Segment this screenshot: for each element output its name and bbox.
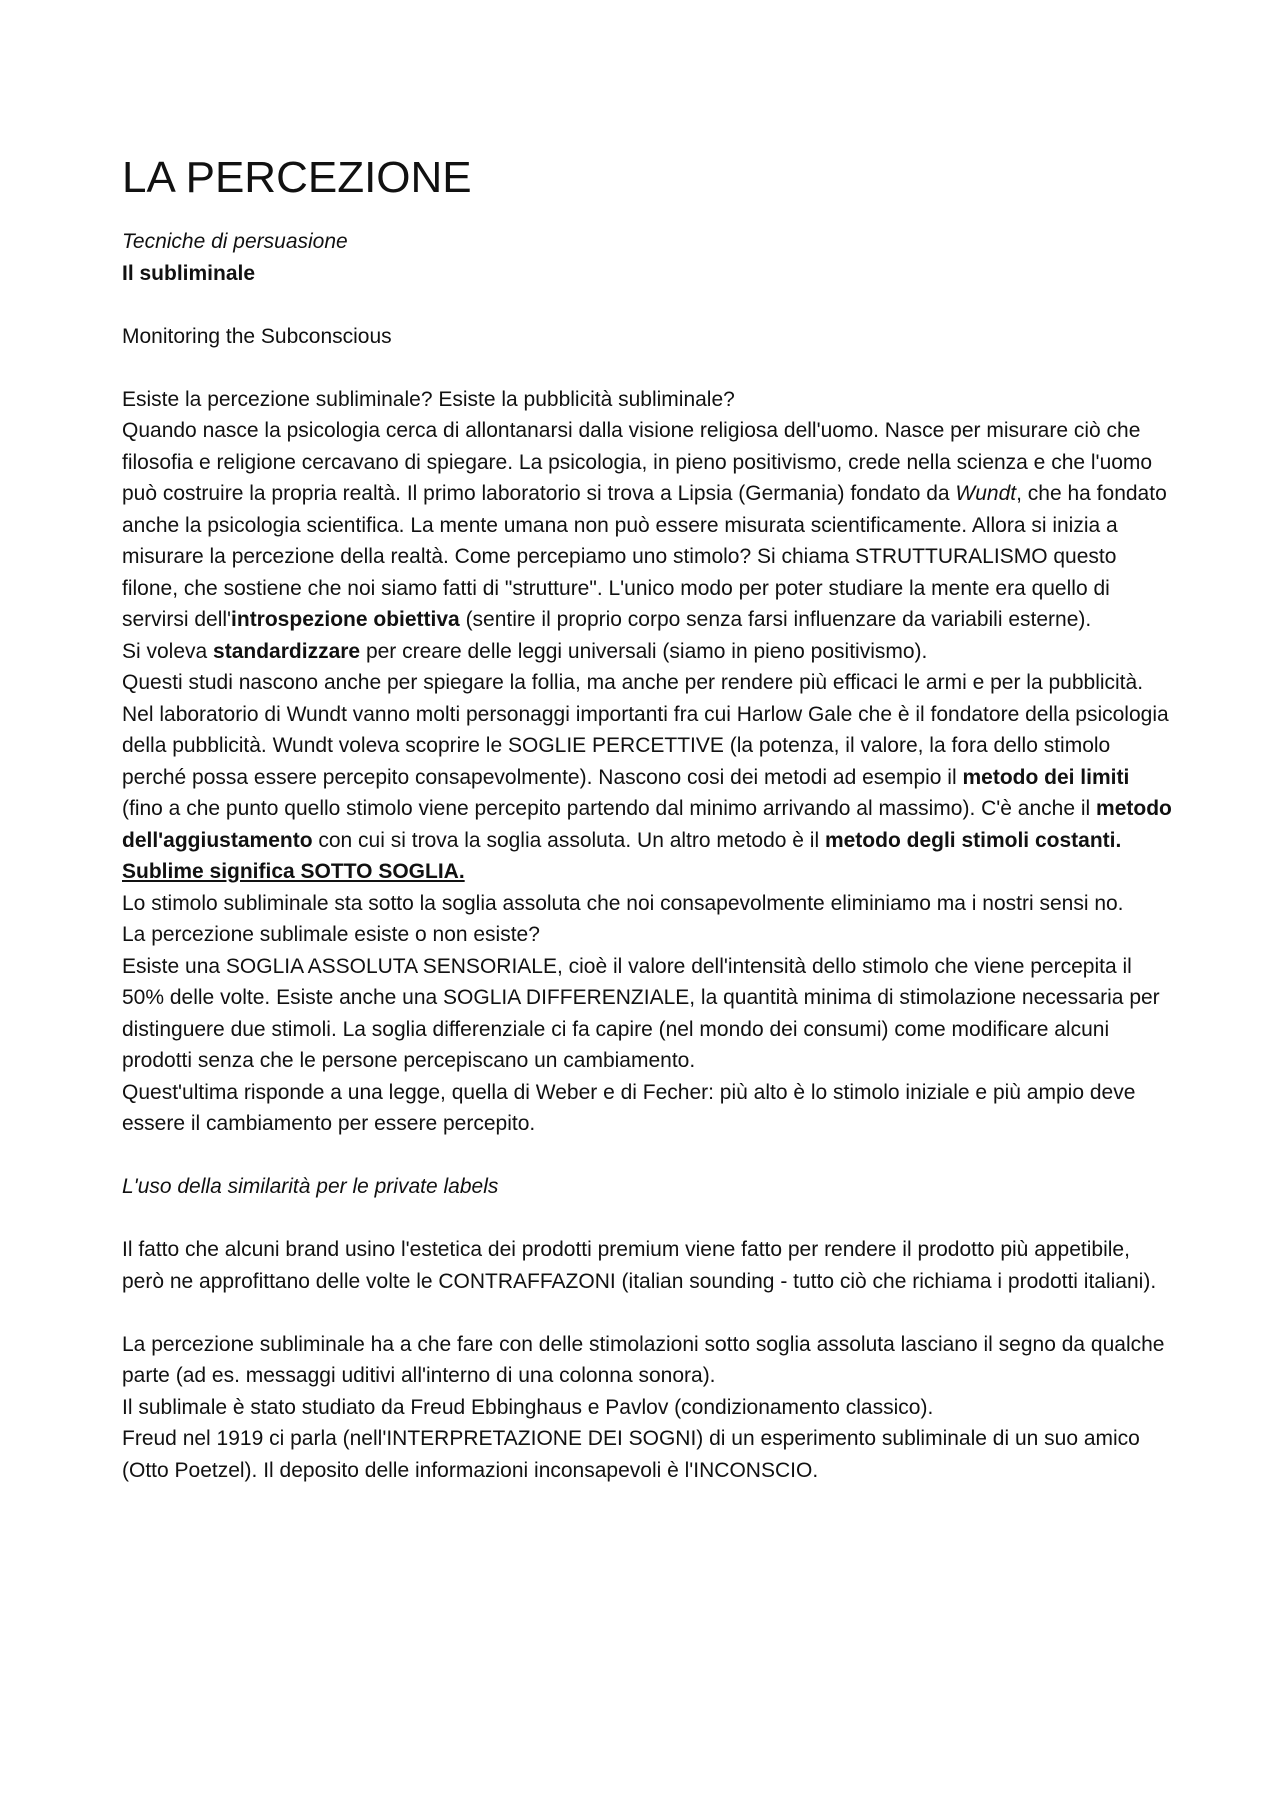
subtitle-italic: Tecniche di persuasione <box>122 230 348 253</box>
sublime-definition: Sublime significa SOTTO SOGLIA. <box>122 860 465 883</box>
spacer <box>122 1140 1172 1172</box>
paragraph-weber-law: Quest'ultima risponde a una legge, quella di Weber e di Fecher: più alto è lo stimolo iniziale e più ampio deve essere il cambiamento per essere percepito. <box>122 1080 1136 1135</box>
paragraph-standardize: Si voleva standardizzare per creare delle leggi universali (siamo in pieno positivismo). <box>122 639 928 663</box>
paragraph-thresholds: Questi studi nascono anche per spiegare la follia, ma anche per rendere più efficaci le armi e per la pubblicità. Nel laboratorio di Wundt vanno molti personaggi importanti fra cui Harlow Gale che è il fondatore della psicologia della pubblicità. Wundt voleva scoprire le SOGLIE PERCETTIVE (la potenza, il valore, la fora dello stimolo perché possa essere percepito consapevolmente). Nascono cosi dei metodi ad esempio il metodo dei limiti (fino a che punto quello stimolo viene percepito partendo dal minimo arrivando al massimo). C'è anche il metodo dell'aggiustamento con cui si trova la soglia assoluta. Un altro metodo è il metodo degli stimoli costanti. <box>122 671 1172 852</box>
paragraph-subliminal-perception: La percezione subliminale ha a che fare con delle stimolazioni sotto soglia assoluta lasciano il segno da qualche parte (ad es. messaggi uditivi all'interno di una colonna sonora). <box>122 1332 1165 1387</box>
page-title: LA PERCEZIONE <box>122 153 472 202</box>
spacer <box>122 1297 1172 1329</box>
wundt-name: Wundt <box>955 482 1017 505</box>
spacer <box>122 1203 1172 1235</box>
paragraph-psychology-origins: Quando nasce la psicologia cerca di allontanarsi dalla visione religiosa dell'uomo. Nasce per misurare ciò che filosofia e religione cercavano di spiegare. La psicologia, in pieno positivismo, crede nella scienza e che l'uomo può costruire la propria realtà. Il primo laboratorio si trova a Lipsia (Germania) fondato da Wundt, che ha fondato anche la psicologia scientifica. La mente umana non può essere misurata scientificamente. Allora si inizia a misurare la percezione della realtà. Come percepiamo uno stimolo? Si chiama STRUTTURALISMO questo filone, che sostiene che noi siamo fatti di "strutture". L'unico modo per poter studiare la mente era quello di servirsi dell'introspezione obiettiva (sentire il proprio corpo senza farsi influenzare da variabili esterne). <box>122 419 1167 631</box>
method-constant-stimuli-term: metodo degli stimoli costanti. <box>824 828 1122 852</box>
paragraph-subliminal-stimulus: Lo stimolo subliminale sta sotto la soglia assoluta che noi consapevolmente eliminiamo ma i nostri sensi no. <box>122 891 1124 915</box>
subtitle-bold: Il subliminale <box>122 261 256 285</box>
document-page <box>122 150 1172 1486</box>
spacer <box>122 352 1172 384</box>
introspection-term: introspezione obiettiva <box>231 608 460 631</box>
method-adjustment-term: metodo dell'aggiustamento <box>122 797 1172 852</box>
spacer <box>122 289 1172 321</box>
paragraph-question: Esiste la percezione subliminale? Esiste la pubblicità subliminale? <box>122 387 735 411</box>
paragraph-freud: Freud nel 1919 ci parla (nell'INTERPRETAZIONE DEI SOGNI) di un esperimento subliminale di un suo amico (Otto Poetzel). Il deposito delle informazioni inconsapevoli è l'INCONSCIO. <box>122 1427 1140 1482</box>
paragraph-studied-by: Il sublimale è stato studiato da Freud Ebbinghaus e Pavlov (condizionamento classico). <box>122 1395 934 1419</box>
paragraph-exists-question: La percezione sublimale esiste o non esiste? <box>122 923 540 946</box>
method-limits-term: metodo dei limiti <box>962 765 1130 789</box>
section-heading-monitoring: Monitoring the Subconscious <box>122 324 392 348</box>
paragraph-brands: Il fatto che alcuni brand usino l'estetica dei prodotti premium viene fatto per rendere il prodotto più appetibile, però ne approfittano delle volte le CONTRAFFAZONI (italian sounding - tutto ciò che richiama i prodotti italiani). <box>122 1238 1157 1293</box>
section-heading-private-labels: L'uso della similarità per le private labels <box>122 1175 499 1198</box>
paragraph-absolute-threshold: Esiste una SOGLIA ASSOLUTA SENSORIALE, cioè il valore dell'intensità dello stimolo che viene percepita il 50% delle volte. Esiste anche una SOGLIA DIFFERENZIALE, la quantità minima di stimolazione necessaria per distinguere due stimoli. La soglia differenziale ci fa capire (nel mondo dei consumi) come modificare alcuni prodotti senza che le persone percepiscano un cambiamento. <box>122 954 1160 1072</box>
standardize-term: standardizzare <box>213 639 361 663</box>
